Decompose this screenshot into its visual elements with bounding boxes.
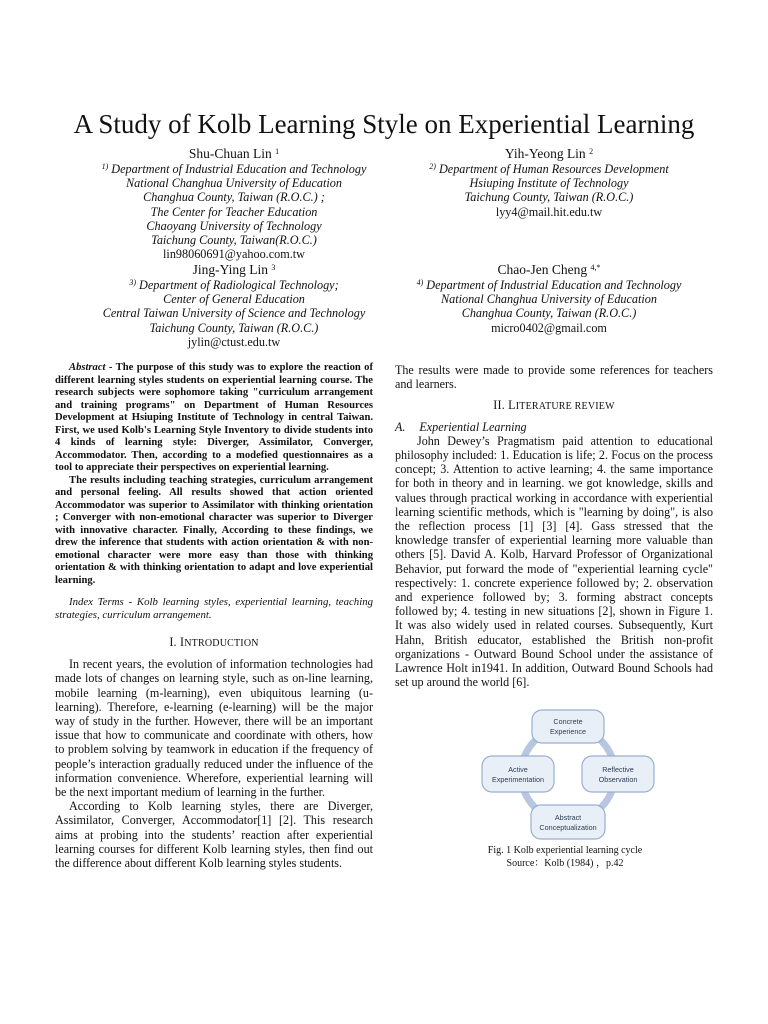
author-name: Shu-Chuan Lin bbox=[188, 146, 272, 161]
author-name: Chao-Jen Cheng bbox=[497, 262, 588, 277]
section-heading-introduction: I. INTRODUCTION bbox=[169, 635, 259, 649]
author-sup: 1 bbox=[275, 147, 280, 156]
affiliation-line: Department of Industrial Education and Technology bbox=[426, 278, 682, 292]
author-block-2 bbox=[370, 146, 728, 219]
affiliation-line: Central Taiwan University of Science and Technology bbox=[102, 306, 366, 321]
author-block-4 bbox=[370, 262, 728, 335]
affiliation-line: Department of Human Resources Development bbox=[439, 162, 669, 176]
intro-paragraph-2: According to Kolb learning styles, there are Diverger, Assimilator, Converger, Accommodator[1] [2]. This research aims at probing into the students’ reaction after experiential learning courses for different Kolb learning styles, then find out the difference about different Kolb learning styles students. bbox=[55, 799, 373, 871]
affiliation-sup: 4) bbox=[416, 278, 424, 287]
node-label: Concrete bbox=[553, 717, 583, 726]
kolb-cycle-diagram bbox=[476, 708, 660, 842]
author-sup: 2 bbox=[589, 147, 594, 156]
affiliation-sup: 1) bbox=[101, 162, 109, 171]
node-label: Experimentation bbox=[492, 775, 544, 784]
author-email: lin98060691@yahoo.com.tw bbox=[163, 247, 305, 262]
author-email: jylin@ctust.edu.tw bbox=[187, 334, 281, 349]
abstract-lead: Abstract bbox=[69, 362, 106, 373]
node-label: Reflective bbox=[602, 765, 634, 774]
author-sup: 3 bbox=[271, 263, 276, 272]
node-label: Active bbox=[508, 765, 528, 774]
subsection-heading: A. Experiential Learning bbox=[395, 419, 527, 434]
affiliation-line: Hsiuping Institute of Technology bbox=[469, 176, 629, 191]
affiliation-line: Department of Industrial Education and Technology bbox=[111, 162, 367, 176]
affiliation-line: National Changhua University of Education bbox=[126, 176, 342, 191]
affiliation-line: Changhua County, Taiwan (R.O.C.) bbox=[461, 306, 637, 321]
caption-title: Fig. 1 Kolb experiential learning cycle bbox=[487, 845, 643, 856]
author-email: lyy4@mail.hit.edu.tw bbox=[495, 204, 603, 219]
literature-paragraph: John Dewey’s Pragmatism paid attention to educational philosophy included: 1. Education is life; 2. Focus on the process concept; 3. Attention to active learning; 4. the same importance for both in theory and in learning. we got knowledge, skills and values through practical working in accordance with experiential learning scientific methods, which is "learning by doing", is also the reflection process [1] [3] [4]. Gass stressed that the knowledge transfer of experiential learning more valuable than others [5]. David A. Kolb, Harvard Professor of Organizational Behavior, put forward the mode of "experiential learning cycle" respectively: 1. concrete experience followed by; 2. observation and experience followed by; 3. forming abstract concepts followed by; 4. testing in new situations [2], shown in Figure 1. It was also widely used in related courses. Subsequently, Kurt Hahn, British educator, established the British non-profit organizations - Outward Bound School under the assistance of Lawrence Holt in1941. In addition, Outward Bound Schools had set up around the world [6]. bbox=[395, 433, 713, 690]
kolb-cycle-figure bbox=[476, 708, 660, 842]
node-label: Experience bbox=[550, 727, 586, 736]
author-sup: 4,* bbox=[590, 263, 601, 272]
affiliation-line: Taichung County, Taiwan (R.O.C.) bbox=[149, 320, 319, 335]
node-active-experimentation bbox=[482, 756, 554, 792]
right-column bbox=[395, 363, 713, 689]
abstract-paragraph-2: The results including teaching strategies, curriculum arrangement and personal feeling. All results showed that action oriented Accommodator was superior to Assimilator with thinking orientation ; Converger with non-emotional character was superior to Diverger with innovative character. Finally, According to these findings, we drew the inference that students with action orientation & with non-emotional character were more easy than those with thinking orientation & with thinking orientation to adapt and love experiential learning. bbox=[55, 474, 373, 586]
node-label: Conceptualization bbox=[539, 823, 597, 832]
affiliation-sup: 3) bbox=[129, 278, 136, 287]
node-abstract-conceptualization bbox=[531, 805, 605, 839]
caption-source: Source：Kolb (1984) ，p.42 bbox=[506, 858, 624, 869]
intro-paragraph-1: In recent years, the evolution of information technologies had made lots of changes on learning style, such as on-line learning, mobile learning (m-learning), even ubiquitous learning (u-learning). Therefore, e-learning (e-learning) will be the major way of study in the further. However, there will be an important issue that how to communicate and coordinate with others, how to problem solving by teamwork in education if the frequency of people’s interaction gradually reduced under the influence of the information convenience. Wherefore, experiential learning will be the next important medium of learning in the further. bbox=[55, 657, 373, 800]
section-heading-literature-review: II. LITERATURE REVIEW bbox=[493, 398, 615, 413]
affiliation-line: Changhua County, Taiwan (R.O.C.) ; bbox=[143, 190, 325, 205]
left-column bbox=[55, 362, 373, 870]
node-reflective-observation bbox=[582, 756, 654, 792]
author-block-3 bbox=[55, 262, 413, 349]
affiliation-line: Taichung County, Taiwan (R.O.C.) bbox=[464, 190, 634, 205]
affiliation-line: Chaoyang University of Technology bbox=[146, 218, 322, 233]
author-email: micro0402@gmail.com bbox=[491, 320, 607, 335]
node-label: Abstract bbox=[554, 813, 582, 822]
index-terms: Index Terms - Kolb learning styles, experiential learning, teaching strategies, curriculum arrangement. bbox=[55, 596, 373, 621]
affiliation-sup: 2) bbox=[429, 162, 436, 171]
paper-title: A Study of Kolb Learning Style on Experiential Learning bbox=[73, 109, 695, 139]
affiliation-line: National Changhua University of Education bbox=[441, 292, 657, 307]
author-block-1 bbox=[55, 146, 413, 261]
affiliation-line: Center of General Education bbox=[163, 292, 305, 307]
author-name: Yih-Yeong Lin bbox=[504, 146, 586, 161]
affiliation-line: Department of Radiological Technology; bbox=[139, 278, 339, 292]
affiliation-line: The Center for Teacher Education bbox=[150, 204, 318, 219]
node-label: Observation bbox=[598, 775, 638, 784]
figure-caption bbox=[440, 844, 690, 870]
node-concrete-experience bbox=[532, 710, 604, 743]
author-name: Jing-Ying Lin bbox=[192, 262, 268, 277]
abstract-text: - The purpose of this study was to explore the reaction of different learning styles students on experiential learning course. The research subjects were sophomore taking "curriculum arrangement and training programs" on Department of Human Resources Development at Hsiuping Institute of Technology in central Taiwan. First, we used Kolb's Learning Style Inventory to divide students into 4 kinds of learning style: Diverger, Assimilator, Converger, Accommodator. Then, according to a modefied questionnaires as a tool to appreciate their perspectives on experiential learning. bbox=[55, 362, 373, 473]
abstract-paragraph bbox=[55, 362, 373, 475]
results-paragraph: The results were made to provide some references for teachers and learners. bbox=[395, 363, 713, 392]
affiliation-line: Taichung County, Taiwan(R.O.C.) bbox=[151, 233, 317, 248]
